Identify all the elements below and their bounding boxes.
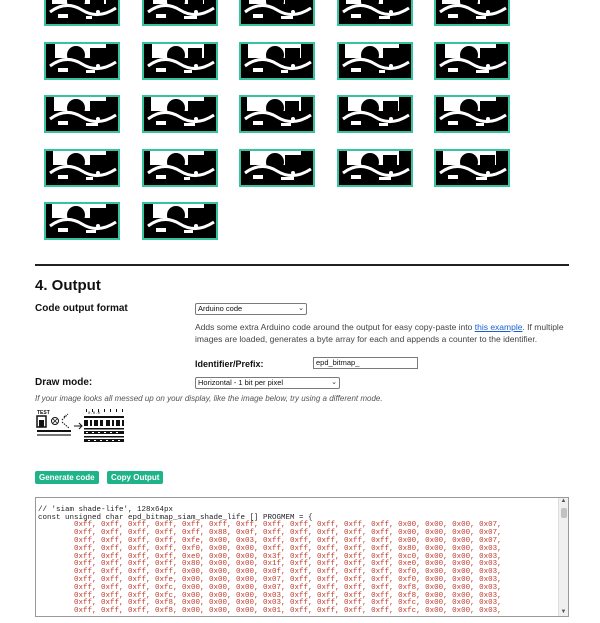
thumbnail-bitmap-icon — [241, 0, 313, 24]
thumbnail-bitmap-icon — [144, 204, 216, 238]
thumbnail-bitmap-icon — [241, 44, 313, 78]
thumbnail-bitmap-icon — [339, 0, 411, 24]
code-header-comment: // 'siam shade-life', 128x64px — [38, 505, 174, 514]
code-format-label: Code output format — [35, 303, 128, 314]
image-thumbnail[interactable] — [239, 0, 315, 26]
image-thumbnail[interactable] — [44, 42, 120, 80]
code-row: 0xff, 0xff, 0xff, 0xff, 0x00, 0x00, 0x00, 0x0f, 0xff, 0xff, 0xff, 0xff, 0xf0, 0x00, 0x00, 0x03, — [74, 568, 502, 577]
identifier-label: Identifier/Prefix: — [195, 359, 264, 369]
image-thumbnail[interactable] — [44, 95, 120, 133]
code-format-select[interactable] — [195, 303, 307, 315]
thumbnail-bitmap-icon — [339, 44, 411, 78]
thumbnail-bitmap-icon — [436, 151, 508, 185]
code-output-text — [36, 498, 558, 617]
chevron-down-icon: ⌄ — [331, 379, 337, 386]
example-label-right: 0.0.0 — [88, 412, 101, 416]
code-output-textarea[interactable] — [35, 497, 569, 617]
image-thumbnail[interactable] — [44, 202, 120, 240]
thumbnail-bitmap-icon — [339, 151, 411, 185]
image-thumbnail[interactable] — [337, 42, 413, 80]
copy-output-button[interactable]: Copy Output — [107, 471, 163, 484]
code-row: 0xff, 0xff, 0xff, 0xfe, 0x00, 0x00, 0x00, 0x07, 0xff, 0xff, 0xff, 0xff, 0xf0, 0x00, 0x00, 0x03, — [74, 575, 502, 584]
image-thumbnail[interactable] — [142, 202, 218, 240]
image-thumbnail[interactable] — [44, 149, 120, 187]
thumbnail-bitmap-icon — [436, 97, 508, 131]
thumbnail-bitmap-icon — [339, 97, 411, 131]
section-divider — [35, 264, 569, 266]
description-text-2: . If multiple images are loaded, generates a byte array for each and appends a counter to the identifier. — [195, 322, 564, 344]
image-thumbnail[interactable] — [434, 42, 510, 80]
example-link[interactable]: this example — [474, 322, 523, 332]
thumbnail-bitmap-icon — [46, 0, 118, 24]
thumbnail-bitmap-icon — [144, 97, 216, 131]
output-heading: 4. Output — [35, 277, 101, 294]
messed-up-display-example-image — [36, 408, 128, 444]
thumbnail-bitmap-icon — [436, 0, 508, 24]
thumbnail-bitmap-icon — [46, 204, 118, 238]
thumbnail-bitmap-icon — [241, 151, 313, 185]
image-thumbnail[interactable] — [337, 149, 413, 187]
image-thumbnail[interactable] — [239, 42, 315, 80]
code-format-description — [195, 321, 573, 345]
draw-mode-hint: If your image looks all messed up on your display, like the image below, try using a different mode. — [35, 394, 383, 403]
code-row: 0xff, 0xff, 0xff, 0xff, 0xff, 0x88, 0x0f, 0xff, 0xff, 0xff, 0xff, 0xff, 0x00, 0x00, 0x00, 0x07, — [74, 529, 502, 538]
image-thumbnail[interactable] — [142, 149, 218, 187]
code-row: 0xff, 0xff, 0xff, 0xfc, 0x00, 0x00, 0x00, 0x03, 0xff, 0xff, 0xff, 0xff, 0xf8, 0x00, 0x00, 0x03, — [74, 591, 502, 600]
image-thumbnail[interactable] — [337, 0, 413, 26]
identifier-input[interactable]: epd_bitmap_ — [313, 357, 418, 369]
image-thumbnail[interactable] — [434, 149, 510, 187]
image-thumbnail[interactable] — [142, 42, 218, 80]
image-thumbnail[interactable] — [44, 0, 120, 26]
code-row: 0xff, 0xff, 0xff, 0xff, 0xf0, 0x00, 0x00, 0xff, 0xff, 0xff, 0xff, 0xff, 0x80, 0x00, 0x00, 0x03, — [74, 544, 502, 553]
example-illustration-icon — [36, 408, 128, 444]
image-thumbnail[interactable] — [239, 95, 315, 133]
thumbnail-bitmap-icon — [46, 97, 118, 131]
description-text-1: Adds some extra Arduino code around the output for easy copy-paste into — [195, 322, 475, 332]
scroll-up-arrow-icon[interactable]: ▲ — [560, 498, 567, 504]
code-row: 0xff, 0xff, 0xff, 0xf8, 0x00, 0x00, 0x00, 0x03, 0xff, 0xff, 0xff, 0xff, 0xfc, 0x00, 0x00, 0x03, — [74, 599, 502, 608]
draw-mode-selected-value: Horizontal - 1 bit per pixel — [198, 378, 284, 387]
code-row: 0xff, 0xff, 0xff, 0xfc, 0x00, 0x00, 0x00, 0x07, 0xff, 0xff, 0xff, 0xff, 0xf8, 0x00, 0x00, 0x03, — [74, 583, 502, 592]
code-header-declaration: const unsigned char epd_bitmap_siam_shade_life [] PROGMEM = { — [38, 513, 313, 522]
image-thumbnail[interactable] — [142, 0, 218, 26]
code-format-selected-value: Arduino code — [198, 304, 243, 313]
code-row: 0xff, 0xff, 0xff, 0xff, 0xff, 0xff, 0xff, 0xff, 0xff, 0xff, 0xff, 0xff, 0x00, 0x00, 0x00, 0x07, — [74, 521, 502, 530]
thumbnail-bitmap-icon — [144, 151, 216, 185]
draw-mode-label: Draw mode: — [35, 377, 93, 388]
thumbnail-bitmap-icon — [144, 0, 216, 24]
thumbnail-bitmap-icon — [436, 44, 508, 78]
scroll-thumb[interactable] — [561, 508, 567, 518]
example-label-left: TEST — [37, 410, 50, 416]
code-row: 0xff, 0xff, 0xff, 0xf8, 0x00, 0x00, 0x00, 0x01, 0xff, 0xff, 0xff, 0xff, 0xfc, 0x00, 0x00, 0x03, — [74, 607, 502, 616]
draw-mode-select[interactable] — [195, 377, 340, 389]
code-row: 0xff, 0xff, 0xff, 0xff, 0xfe, 0x00, 0x03, 0xff, 0xff, 0xff, 0xff, 0xff, 0x00, 0x00, 0x00, 0x07, — [74, 536, 502, 545]
image-thumbnail[interactable] — [434, 95, 510, 133]
scroll-down-arrow-icon[interactable]: ▼ — [560, 609, 567, 615]
generate-code-button[interactable]: Generate code — [35, 471, 99, 484]
image-thumbnail[interactable] — [142, 95, 218, 133]
image-thumbnail[interactable] — [239, 149, 315, 187]
thumbnail-bitmap-icon — [46, 44, 118, 78]
thumbnail-bitmap-icon — [144, 44, 216, 78]
code-row: 0xff, 0xff, 0xff, 0xff, 0x80, 0x00, 0x00, 0x1f, 0xff, 0xff, 0xff, 0xff, 0xe0, 0x00, 0x00, 0x03, — [74, 560, 502, 569]
code-row: 0xff, 0xff, 0xff, 0xff, 0xe0, 0x00, 0x00, 0x3f, 0xff, 0xff, 0xff, 0xff, 0xc0, 0x00, 0x00, 0x03, — [74, 552, 502, 561]
image-thumbnail[interactable] — [434, 0, 510, 26]
chevron-down-icon: ⌄ — [298, 305, 304, 312]
image-thumbnail[interactable] — [337, 95, 413, 133]
code-output-scrollbar[interactable] — [558, 498, 568, 616]
thumbnail-bitmap-icon — [241, 97, 313, 131]
thumbnail-bitmap-icon — [46, 151, 118, 185]
